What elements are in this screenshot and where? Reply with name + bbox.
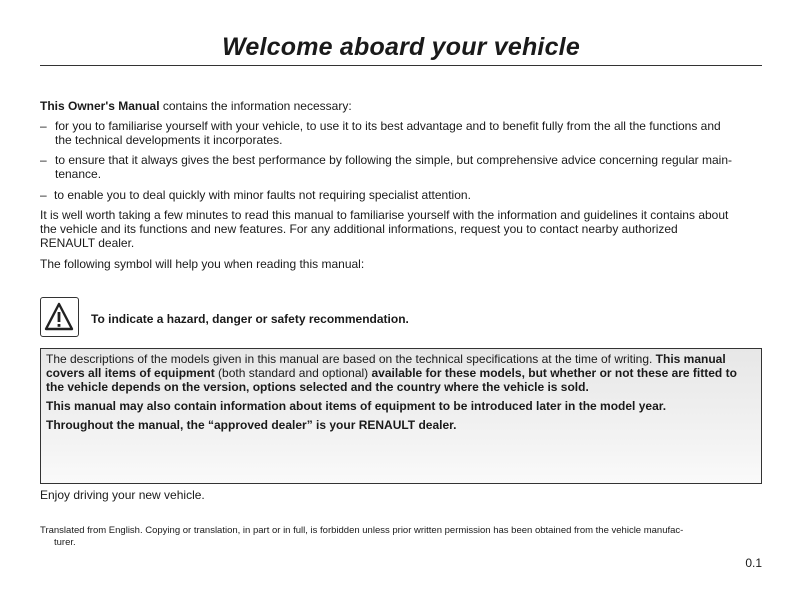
symbol-intro: The following symbol will help you when reading this manual: <box>40 257 365 271</box>
list-dash: – <box>40 153 47 167</box>
page-title: Welcome aboard your vehicle <box>222 33 580 61</box>
intro-bold-lead: This Owner's Manual <box>40 99 160 113</box>
worth-paragraph <box>40 208 762 250</box>
copyright-notice <box>40 525 762 549</box>
closing-line: Enjoy driving your new vehicle. <box>40 488 205 502</box>
list-item-line: tenance. <box>55 167 102 181</box>
worth-line: It is well worth taking a few minutes to read this manual to familiarise yourself with the information and guidelines it contains about <box>40 208 729 222</box>
equipment-note-box <box>40 348 762 484</box>
list-item <box>40 153 762 181</box>
list-dash: – <box>40 119 47 133</box>
list-item-line: to enable you to deal quickly with minor faults not requiring specialist attention. <box>54 188 471 202</box>
list-item <box>40 119 762 147</box>
list-item-line: for you to familiarise yourself with your vehicle, to use it to its best advantage and to benefit fully from the all the functions and <box>55 119 721 133</box>
hazard-description: To indicate a hazard, danger or safety recommendation. <box>91 312 409 326</box>
warning-triangle-icon <box>40 297 79 337</box>
worth-line: the vehicle and its functions and new features. For any additional informations, request you to contact nearby authorized <box>40 222 678 236</box>
intro-rest: contains the information necessary: <box>159 99 352 113</box>
copyright-line: Translated from English. Copying or translation, in part or in full, is forbidden unless prior written permission has been obtained from the vehicle manufac- <box>40 525 684 536</box>
worth-line: RENAULT dealer. <box>40 236 135 250</box>
note-text-bold: This manual covers all items of equipment <box>46 352 726 380</box>
list-item-line: to ensure that it always gives the best performance by following the simple, but comprehensive advice concerning regular main- <box>55 153 733 167</box>
intro-paragraph <box>40 99 762 113</box>
note-paragraph <box>46 352 756 394</box>
note-text: The descriptions of the models given in this manual are based on the technical specifications at the time of writing. <box>46 352 653 366</box>
note-paragraph: This manual may also contain information about items of equipment to be introduced later in the model year. <box>46 399 667 413</box>
title-divider <box>40 65 762 66</box>
page-number: 0.1 <box>745 556 762 570</box>
note-text-bold: available for these models, but whether or not these are fitted to the vehicle depends on the version, options selected and the country where the vehicle is sold. <box>46 366 737 394</box>
note-paragraph: Throughout the manual, the “approved dealer” is your RENAULT dealer. <box>46 418 457 432</box>
list-item-line: the technical developments it incorporates. <box>55 133 283 147</box>
list-item <box>40 188 762 202</box>
copyright-line: turer. <box>54 537 76 548</box>
list-dash: – <box>40 188 47 202</box>
note-text: (both standard and optional) <box>214 366 369 380</box>
